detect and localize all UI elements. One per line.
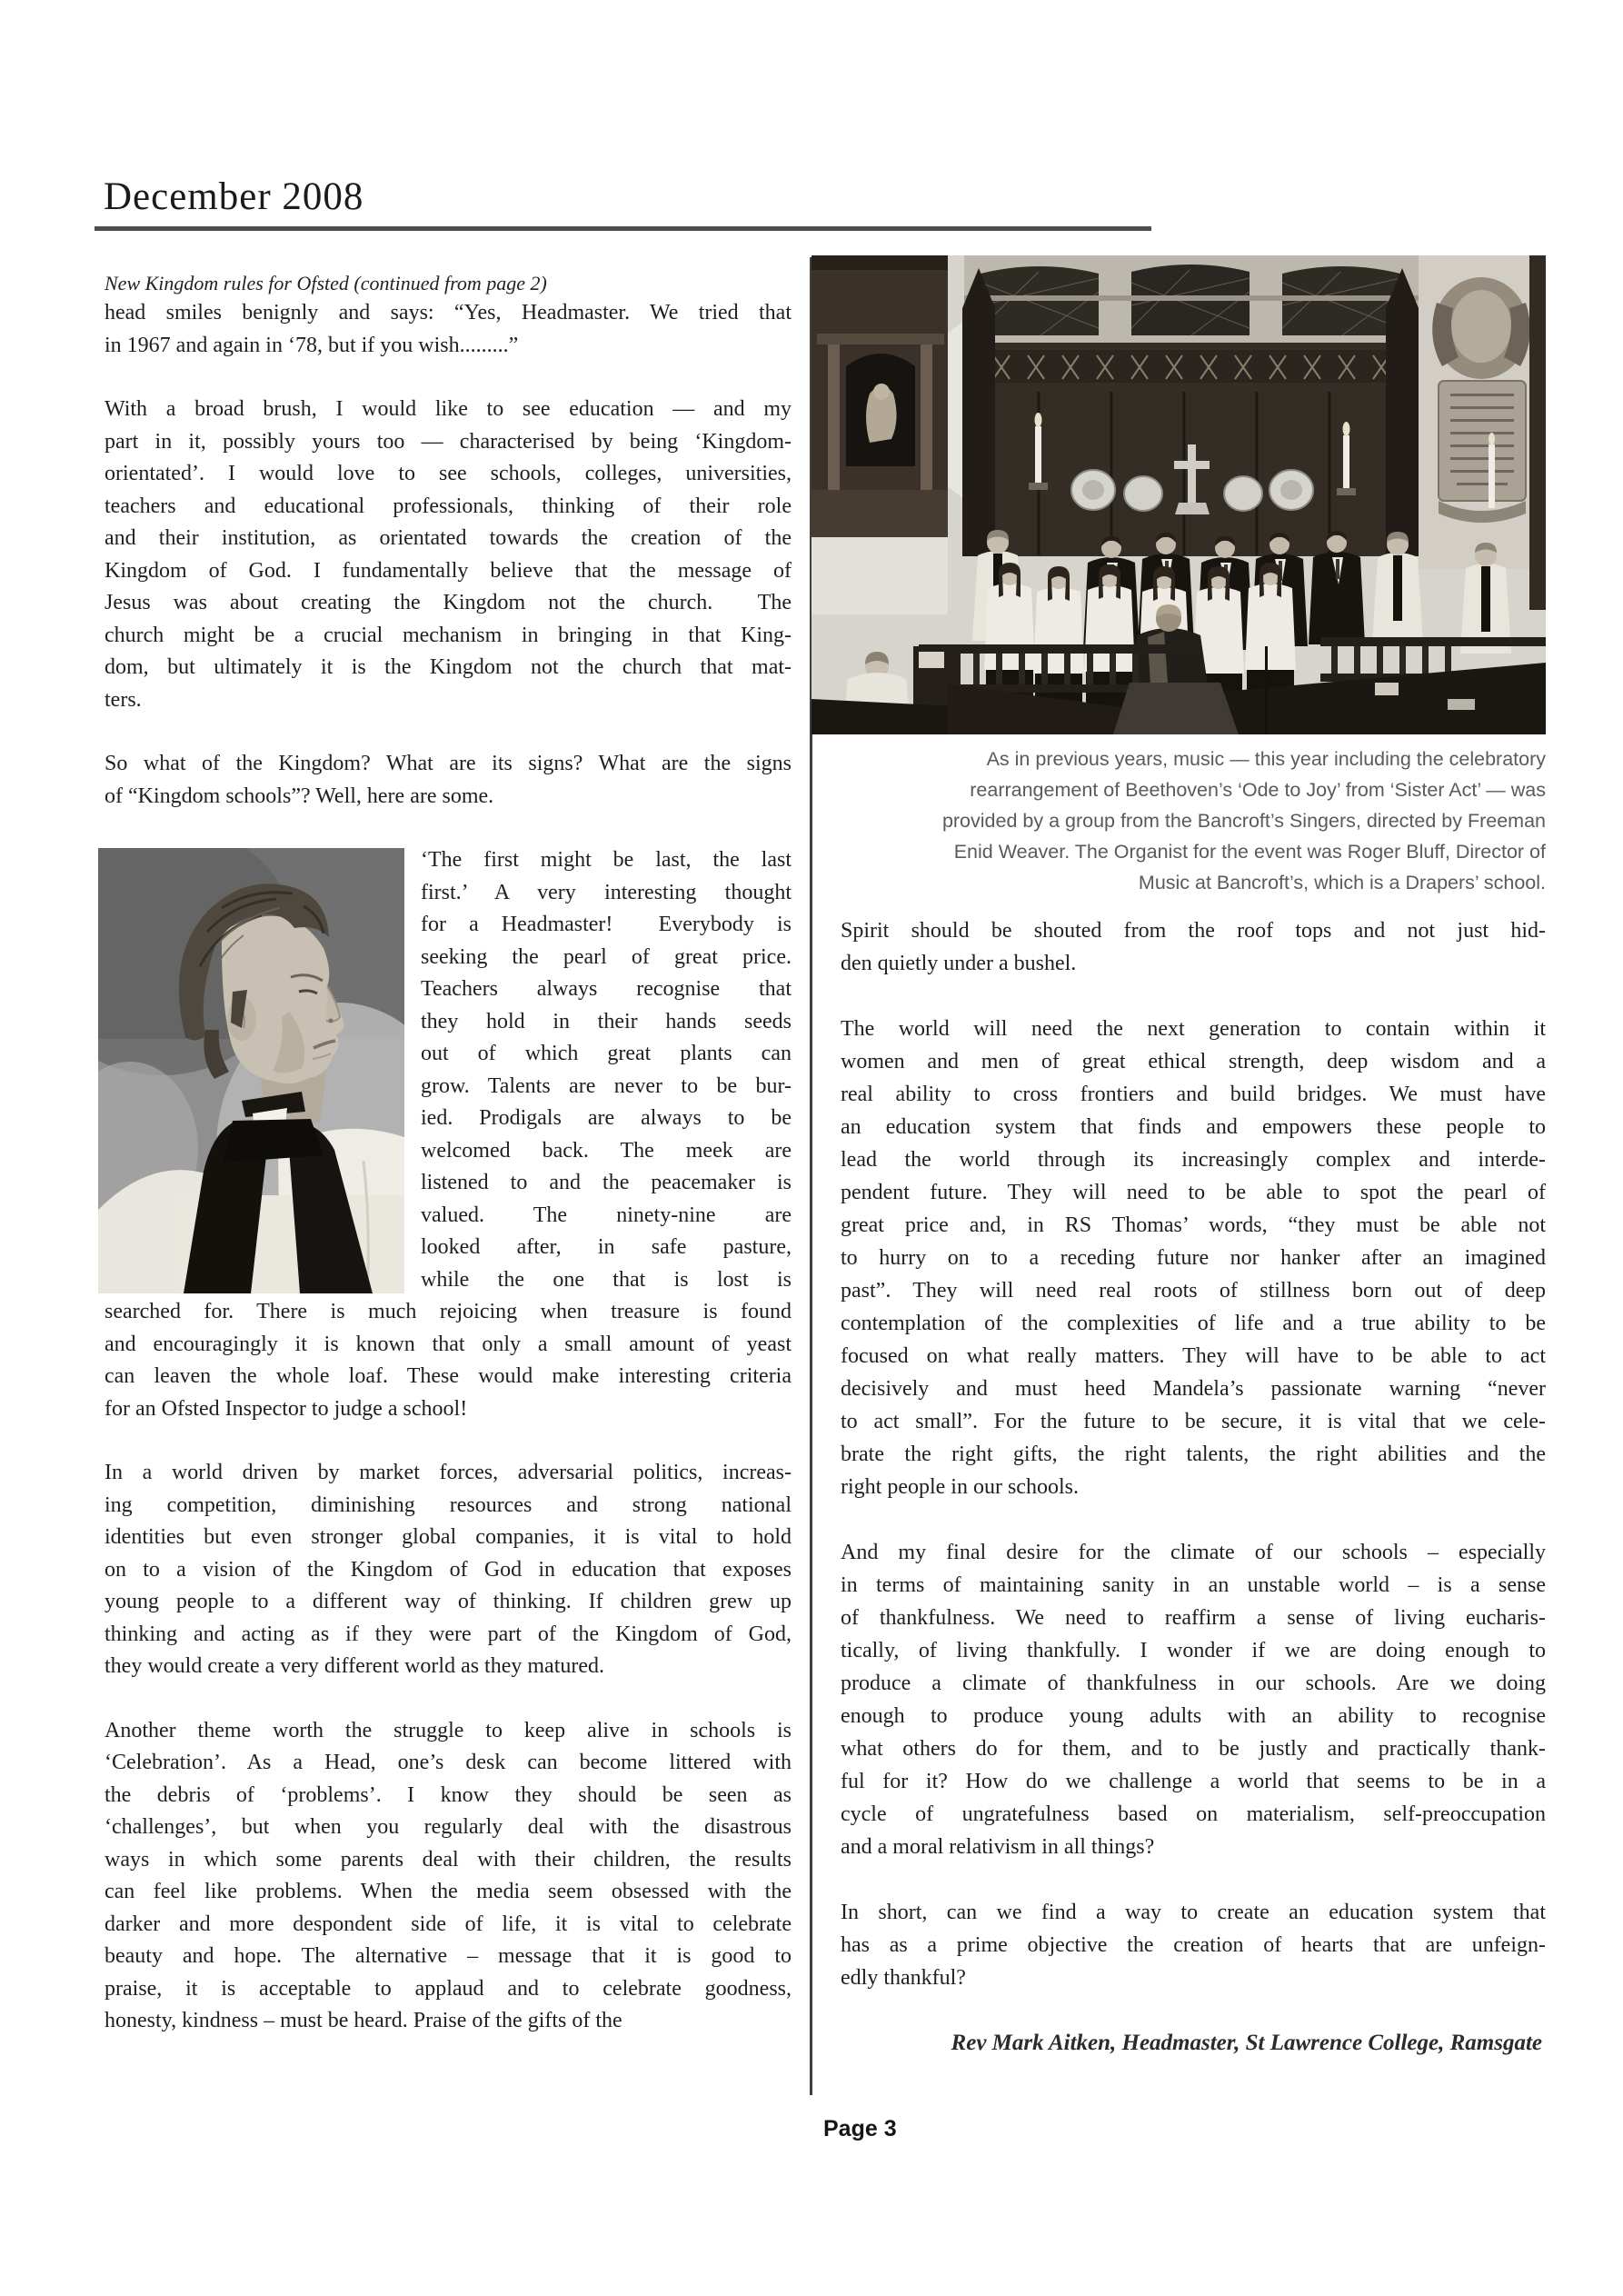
page-number: Page 3 (823, 2116, 897, 2141)
paragraph-with-portrait: ‘The first might be last, the last first.’ A very interesting thought for a Headmaster! Everybody is seeking the pearl of great price. Teachers always recognise that they hold in their hands seeds out of which great plants can grow. Talents are never to be bur- ied. Prodigals are always to be welcomed back. The meek are listened to and the peacemaker is valued. The ninety-nine are looked after, in safe pasture, while the one that is lost is searched for. There is much rejoicing when treasure is found and encouragingly it is known that only a small amount of yeast can leaven the whole loaf. These would make interesting criteria for an Ofsted Inspector to judge a school! (105, 844, 792, 1425)
paragraph-broad-brush: With a broad brush, I would like to see education — and my part in it, possibly yours too — characterised by being ‘Kingdom- orientated’. I would love to see schools, colleges, universities, teachers and educational professionals, thinking of their role and their institution, as orientated towards the creation of the Kingdom of God. I fundamentally believe that the message of Jesus was about creating the Kingdom not the church. The church might be a crucial mechanism in bringing in that King- dom, but ultimately it is the Kingdom not the church that mat- ters. (105, 397, 792, 712)
paragraph-spirit: Spirit should be shouted from the roof tops and not just hid- den quietly under a bushel. (841, 919, 1546, 975)
clergyman-portrait-illustration (98, 848, 404, 1293)
paragraph-intro: head smiles benignly and says: “Yes, Headmaster. We tried that in 1967 and again in ‘78, but if you wish.........” (105, 301, 792, 357)
continued-from-note: New Kingdom rules for Ofsted (continued from page 2) (105, 272, 547, 294)
paragraph-market-forces: In a world driven by market forces, adversarial politics, increas- ing competition, diminishing resources and strong national identities but even stronger global companies, it is vital to hold on to a vision of the Kingdom of God in education that exposes young people to a different way of thinking. If children grew up thinking and acting as if they were part of the Kingdom of God, they would create a very different world as they matured. (105, 1461, 792, 1678)
paragraph-celebration: Another theme worth the struggle to keep alive in schools is ‘Celebration’. As a Head, one’s desk can become littered with the debris of ‘problems’. I know they should be seen as ‘challenges’, but when you regularly deal with the disastrous ways in which some parents deal with their children, the results can feel like problems. When the media seem obsessed with the darker and more despondent side of life, it is vital to celebrate beauty and hope. The alternative – message that it is good to praise, it is acceptable to applaud and to celebrate goodness, honesty, kindness – must be heard. Praise of the gifts of the (105, 1718, 792, 2032)
author-signature: Rev Mark Aitken, Headmaster, St Lawrence College, Ramsgate (951, 2031, 1542, 2055)
left-column (105, 270, 792, 2070)
paragraph-next-generation: The world will need the next generation to contain within it women and men of great ethical strength, deep wisdom and a real ability to cross frontiers and build bridges. We must have an education system that finds and empowers these people to lead the world through its increasingly complex and interde- pendent future. They will need to be able to spot the pearl of great price and, in RS Thomas’ words, “they must be able not to hurry on to a receding future nor hanker after an imagined past”. They will need real roots of stillness born out of deep contemplation of the complexities of life and a true ability to be focused on what really matters. They will have to be able to act decisively and must heed Mandela’s passionate warning “never to act small”. For the future to be secure, it is vital that we cele- brate the right gifts, the right talents, the right abilities and the right people in our schools. (841, 1017, 1546, 1499)
paragraph-thankfulness: And my final desire for the climate of our schools – especially in terms of maintaining sanity in an unstable world – is a sense of thankfulness. We need to reaffirm a sense of living eucharis- tically, of living thankfully. I wonder if we are doing enough to produce a climate of thankfulness in our schools. Are we doing enough to produce young adults with an ability to recognise what others do for them, and to be justly and practically thank- ful for it? How do we challenge a world that seems to be in a cycle of ungratefulness based on materialism, self-preoccupation and a moral relativism in all things? (841, 1541, 1546, 1859)
title-rule (95, 226, 1151, 231)
church-choir-illustration (812, 255, 1546, 734)
clergyman-portrait-photo (98, 848, 404, 1293)
right-column (841, 914, 1546, 2060)
church-choir-photo (812, 255, 1546, 734)
photo-caption: As in previous years, music — this year including the celebratory rearrangement of Beethoven’s ‘Ode to Joy’ from ‘Sister Act’ — was provided by a group from the Bancroft’s Singers, directed by Freeman Enid Weaver. The Organist for the event was Roger Bluff, Director of Music at Bancroft’s, which is a Drapers’ school. (941, 748, 1546, 893)
paragraph-in-short: In short, can we find a way to create an education system that has as a prime objective the creation of hearts that are unfeign- edly thankful? (841, 1901, 1546, 1990)
paragraph-kingdom-signs: So what of the Kingdom? What are its signs? What are the signs of “Kingdom schools”? Well, here are some. (105, 752, 792, 808)
page-title: December 2008 (104, 175, 364, 218)
